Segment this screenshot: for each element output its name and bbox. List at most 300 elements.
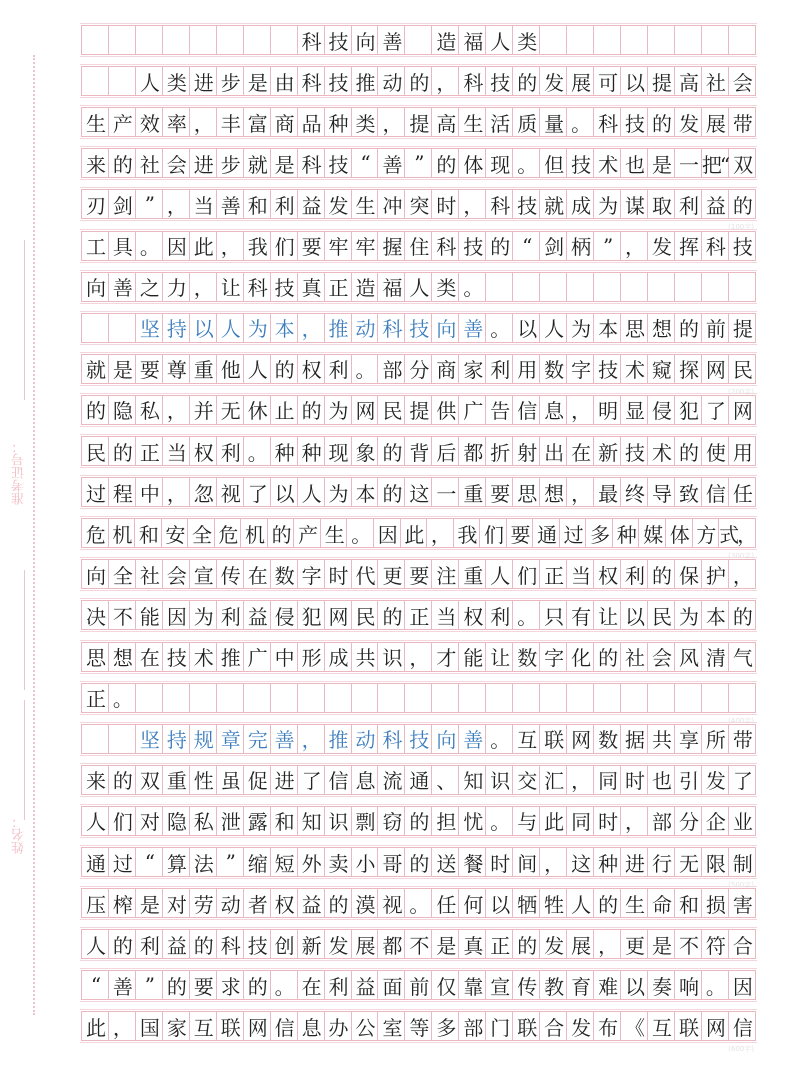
essay-title-row xyxy=(81,25,756,55)
grid-cell: 以 xyxy=(513,314,540,342)
grid-cell: 社 xyxy=(136,149,163,177)
grid-cell: 福 xyxy=(378,273,405,301)
grid-cell: 因 xyxy=(163,601,190,629)
grid-cell: 息 xyxy=(540,396,567,424)
grid-cell: 才 xyxy=(432,643,459,671)
grid-cell: 对 xyxy=(136,807,163,835)
grid-cell: 成 xyxy=(325,643,352,671)
text-row xyxy=(81,806,756,836)
grid-cell: 益 xyxy=(298,889,325,917)
grid-cell: 探 xyxy=(675,355,702,383)
grid-cell: 术 xyxy=(621,355,648,383)
grid-cell: 来 xyxy=(82,766,109,794)
grid-cell: 的 xyxy=(244,971,271,999)
grid-cell: ” xyxy=(217,848,244,876)
grid-cell: 压 xyxy=(82,889,109,917)
grid-cell xyxy=(594,273,621,301)
grid-cell: 人 xyxy=(486,26,513,54)
grid-cell: 息 xyxy=(352,766,379,794)
grid-cell: 重 xyxy=(459,560,486,588)
grid-cell: 窃 xyxy=(378,807,405,835)
grid-cell: 科 xyxy=(378,725,405,753)
grid-cell: 也 xyxy=(621,149,648,177)
grid-cell: 后 xyxy=(432,437,459,465)
grid-cell: ” xyxy=(136,190,163,218)
grid-cell: 本 xyxy=(594,314,621,342)
grid-cell: 全 xyxy=(188,519,215,547)
grid-cell: 技 xyxy=(325,26,352,54)
grid-cell: 的 xyxy=(648,108,675,136)
grid-cell: 技 xyxy=(405,314,432,342)
name-label: 姓名： xyxy=(12,815,27,854)
grid-cell: 的 xyxy=(732,193,751,218)
grid-cell: 网 xyxy=(567,725,594,753)
grid-cell: 中 xyxy=(271,643,298,671)
text-row xyxy=(81,66,756,96)
grid-cell: 字 xyxy=(298,560,325,588)
grid-cell: 产 xyxy=(109,108,136,136)
grid-cell: 技 xyxy=(732,235,751,259)
grid-cell: 传 xyxy=(513,971,540,999)
grid-cell: “ xyxy=(352,149,379,177)
grid-cell: 过 xyxy=(109,848,136,876)
grid-cell: 的 xyxy=(298,396,325,424)
grid-cell: 信 xyxy=(732,1015,751,1040)
grid-cell: 危 xyxy=(82,519,109,547)
grid-cell: 科 xyxy=(298,26,325,54)
grid-cell: 种 xyxy=(298,437,325,465)
grid-cell: 科 xyxy=(432,232,459,260)
grid-cell: ” xyxy=(594,232,621,260)
grid-cell: 是 xyxy=(109,355,136,383)
grid-cell: 任 xyxy=(432,889,459,917)
grid-cell: 的 xyxy=(109,437,136,465)
grid-cell: 的 xyxy=(486,232,513,260)
grid-cell: 善 xyxy=(109,273,136,301)
grid-cell: 也 xyxy=(648,766,675,794)
grid-cell: 种 xyxy=(594,848,621,876)
grid-cell: ， xyxy=(298,314,325,342)
grid-cell: 与 xyxy=(513,807,540,835)
grid-cell: 互 xyxy=(648,1012,675,1040)
grid-cell: 善 xyxy=(109,971,136,999)
grid-cell: 同 xyxy=(594,766,621,794)
grid-cell: 的 xyxy=(378,601,405,629)
grid-cell: 思 xyxy=(621,314,648,342)
grid-cell: 注 xyxy=(432,560,459,588)
grid-cell: 行 xyxy=(648,848,675,876)
grid-cell: 互 xyxy=(513,725,540,753)
grid-cell: 步 xyxy=(217,67,244,95)
grid-cell: 。 xyxy=(486,725,513,753)
grid-cell: 让 xyxy=(594,601,621,629)
grid-cell: 损 xyxy=(702,889,729,917)
grid-cell: 商 xyxy=(271,108,298,136)
grid-cell: 让 xyxy=(486,643,513,671)
grid-cell: 联 xyxy=(540,725,567,753)
grid-cell: 类 xyxy=(163,67,190,95)
grid-cell: 以 xyxy=(621,601,648,629)
grid-cell: ， xyxy=(732,563,751,588)
grid-cell xyxy=(621,684,648,712)
grid-cell: 网 xyxy=(732,399,751,424)
grid-cell: 休 xyxy=(244,396,271,424)
grid-cell: 推 xyxy=(352,67,379,95)
grid-cell: 双 xyxy=(733,152,752,177)
grid-cell: 类 xyxy=(432,273,459,301)
text-row xyxy=(81,231,756,261)
word-count-marker: (600字) xyxy=(728,1045,754,1054)
grid-cell: 技 xyxy=(513,190,540,218)
grid-cell: 技 xyxy=(325,67,352,95)
grid-cell: 中 xyxy=(136,478,163,506)
grid-cell: 体 xyxy=(459,149,486,177)
grid-cell: 为 xyxy=(325,396,352,424)
grid-cell: 合 xyxy=(540,1012,567,1040)
grid-cell: 限 xyxy=(702,848,729,876)
grid-cell xyxy=(271,684,298,712)
grid-cell: 权 xyxy=(594,560,621,588)
grid-cell: 办 xyxy=(325,1012,352,1040)
grid-cell: 善 xyxy=(217,190,244,218)
grid-cell: 双 xyxy=(136,766,163,794)
grid-cell: 完 xyxy=(244,725,271,753)
grid-cell: 生 xyxy=(352,190,379,218)
grid-cell: 技 xyxy=(271,273,298,301)
grid-cell: 真 xyxy=(459,930,486,958)
grid-cell: 分 xyxy=(675,807,702,835)
grid-cell xyxy=(675,273,702,301)
grid-cell: 体 xyxy=(666,519,693,547)
grid-cell xyxy=(621,273,648,301)
grid-cell: 们 xyxy=(271,232,298,260)
grid-cell: 形 xyxy=(298,643,325,671)
grid-cell xyxy=(729,273,755,301)
grid-cell: 当 xyxy=(432,601,459,629)
grid-cell: 榨 xyxy=(109,889,136,917)
grid-cell xyxy=(244,26,271,54)
grid-cell: 成 xyxy=(567,190,594,218)
text-row xyxy=(81,395,756,425)
grid-cell: 小 xyxy=(352,848,379,876)
grid-cell: 的 xyxy=(405,67,432,95)
grid-cell: 重 xyxy=(190,355,217,383)
grid-cell: 。 xyxy=(486,807,513,835)
grid-cell: ， xyxy=(217,232,244,260)
grid-cell: 力 xyxy=(163,273,190,301)
grid-cell: 任 xyxy=(732,481,751,506)
grid-cell: 人 xyxy=(405,273,432,301)
grid-cell: 。 xyxy=(486,314,513,342)
grid-cell: 一 xyxy=(675,149,702,177)
grid-cell: 这 xyxy=(567,848,594,876)
grid-cell: 动 xyxy=(352,725,379,753)
text-row xyxy=(81,559,756,589)
grid-cell: 侵 xyxy=(271,601,298,629)
grid-cell: 真 xyxy=(298,273,325,301)
grid-cell xyxy=(432,684,459,712)
grid-cell: 为 xyxy=(675,601,702,629)
grid-cell: 的 xyxy=(405,807,432,835)
grid-cell: ， xyxy=(459,190,486,218)
grid-cell: 外 xyxy=(298,848,325,876)
grid-cell: 现 xyxy=(325,437,352,465)
grid-cell: 发 xyxy=(325,930,352,958)
grid-cell: 数 xyxy=(594,725,621,753)
grid-cell: 向 xyxy=(352,26,379,54)
grid-cell: 都 xyxy=(378,930,405,958)
grid-cell: 以 xyxy=(486,889,513,917)
grid-cell: 要 xyxy=(507,519,534,547)
grid-cell: 展 xyxy=(702,108,729,136)
grid-cell: 和 xyxy=(271,807,298,835)
grid-cell: 当 xyxy=(190,190,217,218)
grid-cell: 技 xyxy=(567,149,594,177)
grid-cell: 。 xyxy=(513,601,540,629)
grid-cell: 就 xyxy=(540,190,567,218)
grid-cell: 发 xyxy=(325,190,352,218)
grid-cell: 业 xyxy=(732,810,751,835)
paragraph-heading-row xyxy=(81,313,756,343)
grid-cell: 算 xyxy=(163,848,190,876)
grid-cell: 害 xyxy=(732,892,751,917)
grid-cell xyxy=(82,314,109,342)
grid-cell: 权 xyxy=(298,355,325,383)
grid-cell: 以 xyxy=(190,314,217,342)
grid-cell: 广 xyxy=(459,396,486,424)
grid-cell: ， xyxy=(190,108,217,136)
text-row xyxy=(81,970,756,1000)
grid-cell: 命 xyxy=(648,889,675,917)
grid-cell: 技 xyxy=(163,643,190,671)
grid-cell: 的 xyxy=(378,437,405,465)
grid-cell xyxy=(298,684,325,712)
grid-cell: 。 xyxy=(567,108,594,136)
grid-cell: 益 xyxy=(163,930,190,958)
grid-cell: 种 xyxy=(325,108,352,136)
grid-cell: 交 xyxy=(513,766,540,794)
grid-cell: 牲 xyxy=(540,889,567,917)
grid-cell xyxy=(459,684,486,712)
grid-cell: 终 xyxy=(621,478,648,506)
grid-cell: 。 xyxy=(244,437,271,465)
grid-cell: 为 xyxy=(325,478,352,506)
grid-cell: 动 xyxy=(217,889,244,917)
grid-cell xyxy=(109,67,136,95)
grid-cell: 们 xyxy=(513,560,540,588)
grid-cell: 和 xyxy=(135,519,162,547)
grid-cell: 利 xyxy=(136,930,163,958)
grid-cell: 联 xyxy=(217,1012,244,1040)
grid-cell xyxy=(702,273,729,301)
grid-cell: 广 xyxy=(244,643,271,671)
grid-cell: ” xyxy=(136,971,163,999)
grid-cell: 想 xyxy=(109,643,136,671)
grid-cell: 正 xyxy=(82,684,109,712)
grid-cell xyxy=(648,684,675,712)
grid-cell: 会 xyxy=(732,70,751,95)
grid-cell: 展 xyxy=(352,930,379,958)
grid-cell: ， xyxy=(378,108,405,136)
grid-cell xyxy=(163,684,190,712)
grid-cell xyxy=(109,26,136,54)
grid-cell: 正 xyxy=(325,273,352,301)
grid-cell: 机 xyxy=(109,519,136,547)
grid-cell: 发 xyxy=(702,766,729,794)
grid-cell: 剑 xyxy=(109,190,136,218)
grid-cell: 工 xyxy=(82,232,109,260)
grid-cell xyxy=(540,273,567,301)
grid-cell: 谋 xyxy=(621,190,648,218)
grid-cell: 要 xyxy=(486,478,513,506)
grid-cell xyxy=(594,684,621,712)
grid-cell: ， xyxy=(190,273,217,301)
grid-cell: 短 xyxy=(271,848,298,876)
grid-cell: 缩 xyxy=(244,848,271,876)
grid-cell: 字 xyxy=(540,643,567,671)
grid-cell: 提 xyxy=(405,108,432,136)
grid-cell: 高 xyxy=(432,108,459,136)
grid-cell: 汇 xyxy=(540,766,567,794)
grid-cell: 类 xyxy=(513,26,540,54)
grid-cell: 供 xyxy=(432,396,459,424)
grid-cell: 数 xyxy=(513,643,540,671)
text-row xyxy=(81,518,756,548)
grid-cell: 科 xyxy=(378,314,405,342)
grid-cell: 思 xyxy=(82,643,109,671)
grid-cell: 富 xyxy=(244,108,271,136)
grid-cell: 象 xyxy=(352,437,379,465)
grid-cell: 宣 xyxy=(486,971,513,999)
grid-cell: 善 xyxy=(459,725,486,753)
text-row xyxy=(81,148,756,178)
grid-cell: 在 xyxy=(244,560,271,588)
grid-cell: 露 xyxy=(244,807,271,835)
grid-cell: 重 xyxy=(163,766,190,794)
grid-cell: 民 xyxy=(82,437,109,465)
grid-cell: 向 xyxy=(82,560,109,588)
grid-cell: 射 xyxy=(513,437,540,465)
grid-cell: 益 xyxy=(352,971,379,999)
grid-cell: 的 xyxy=(378,478,405,506)
grid-cell: 发 xyxy=(540,67,567,95)
grid-cell: 的 xyxy=(594,643,621,671)
grid-cell: 只 xyxy=(540,601,567,629)
grid-cell: 要 xyxy=(405,560,432,588)
grid-cell: 宣 xyxy=(190,560,217,588)
grid-cell: 传 xyxy=(217,560,244,588)
grid-cell: 当 xyxy=(567,560,594,588)
grid-cell: 此 xyxy=(190,232,217,260)
grid-cell: 泄 xyxy=(217,807,244,835)
grid-cell: 。 xyxy=(136,232,163,260)
grid-cell: 窥 xyxy=(648,355,675,383)
grid-cell: 人 xyxy=(244,355,271,383)
grid-cell: 剽 xyxy=(352,807,379,835)
grid-cell: 最 xyxy=(594,478,621,506)
grid-cell: 推 xyxy=(217,643,244,671)
grid-cell xyxy=(109,725,136,753)
grid-cell: 的 xyxy=(109,766,136,794)
grid-cell: 。 xyxy=(109,684,136,712)
grid-cell: 以 xyxy=(621,971,648,999)
grid-cell xyxy=(486,273,513,301)
grid-cell: ， xyxy=(427,519,454,547)
grid-cell: 。 xyxy=(702,971,729,999)
grid-cell: 更 xyxy=(378,560,405,588)
grid-cell: 产 xyxy=(294,519,321,547)
grid-cell: 善 xyxy=(459,314,486,342)
grid-cell: 导 xyxy=(648,478,675,506)
grid-cell: 的 xyxy=(325,889,352,917)
grid-cell: 企 xyxy=(702,807,729,835)
grid-cell: 侵 xyxy=(648,396,675,424)
grid-cell: 人 xyxy=(82,807,109,835)
grid-cell: 正 xyxy=(540,560,567,588)
grid-cell: ， xyxy=(405,643,432,671)
grid-cell: 虽 xyxy=(217,766,244,794)
grid-cell: 息 xyxy=(298,1012,325,1040)
grid-cell xyxy=(217,684,244,712)
grid-cell: 前 xyxy=(405,971,432,999)
grid-cell: 教 xyxy=(540,971,567,999)
grid-cell: 公 xyxy=(352,1012,379,1040)
grid-cell: 是 xyxy=(432,930,459,958)
grid-cell: 识 xyxy=(325,807,352,835)
grid-cell: 能 xyxy=(136,601,163,629)
grid-cell: 生 xyxy=(459,108,486,136)
grid-cell: ， xyxy=(567,478,594,506)
grid-cell: 坚 xyxy=(136,314,163,342)
grid-cell: 部 xyxy=(378,355,405,383)
grid-cell: 此 xyxy=(401,519,428,547)
grid-cell: 互 xyxy=(190,1012,217,1040)
text-row xyxy=(81,600,756,630)
grid-cell: 程 xyxy=(109,478,136,506)
grid-cell: 利 xyxy=(621,560,648,588)
grid-cell: 尊 xyxy=(163,355,190,383)
grid-cell xyxy=(378,684,405,712)
grid-cell: 通 xyxy=(533,519,560,547)
grid-cell: 我 xyxy=(244,232,271,260)
grid-cell xyxy=(405,26,432,54)
grid-cell: 通 xyxy=(82,848,109,876)
grid-cell: 人 xyxy=(298,478,325,506)
grid-cell: 代 xyxy=(352,560,379,588)
grid-cell: 媒 xyxy=(639,519,666,547)
grid-cell: 利 xyxy=(325,971,352,999)
grid-cell: 高 xyxy=(675,67,702,95)
grid-cell: “ xyxy=(513,232,540,260)
grid-cell xyxy=(271,26,298,54)
grid-cell xyxy=(540,684,567,712)
grid-cell: 网 xyxy=(244,1012,271,1040)
grid-cell: 是 xyxy=(648,930,675,958)
grid-cell: 术 xyxy=(190,643,217,671)
grid-cell: ， xyxy=(163,478,190,506)
grid-cell: 向 xyxy=(82,273,109,301)
grid-cell xyxy=(702,684,729,712)
grid-cell: 餐 xyxy=(459,848,486,876)
grid-cell: ， xyxy=(567,396,594,424)
grid-cell: 识 xyxy=(378,643,405,671)
grid-cell: 时 xyxy=(594,807,621,835)
grid-cell: 在 xyxy=(136,643,163,671)
grid-cell: 技 xyxy=(621,108,648,136)
grid-cell: 时 xyxy=(621,766,648,794)
grid-cell: 。 xyxy=(271,971,298,999)
grid-cell: 因 xyxy=(163,232,190,260)
